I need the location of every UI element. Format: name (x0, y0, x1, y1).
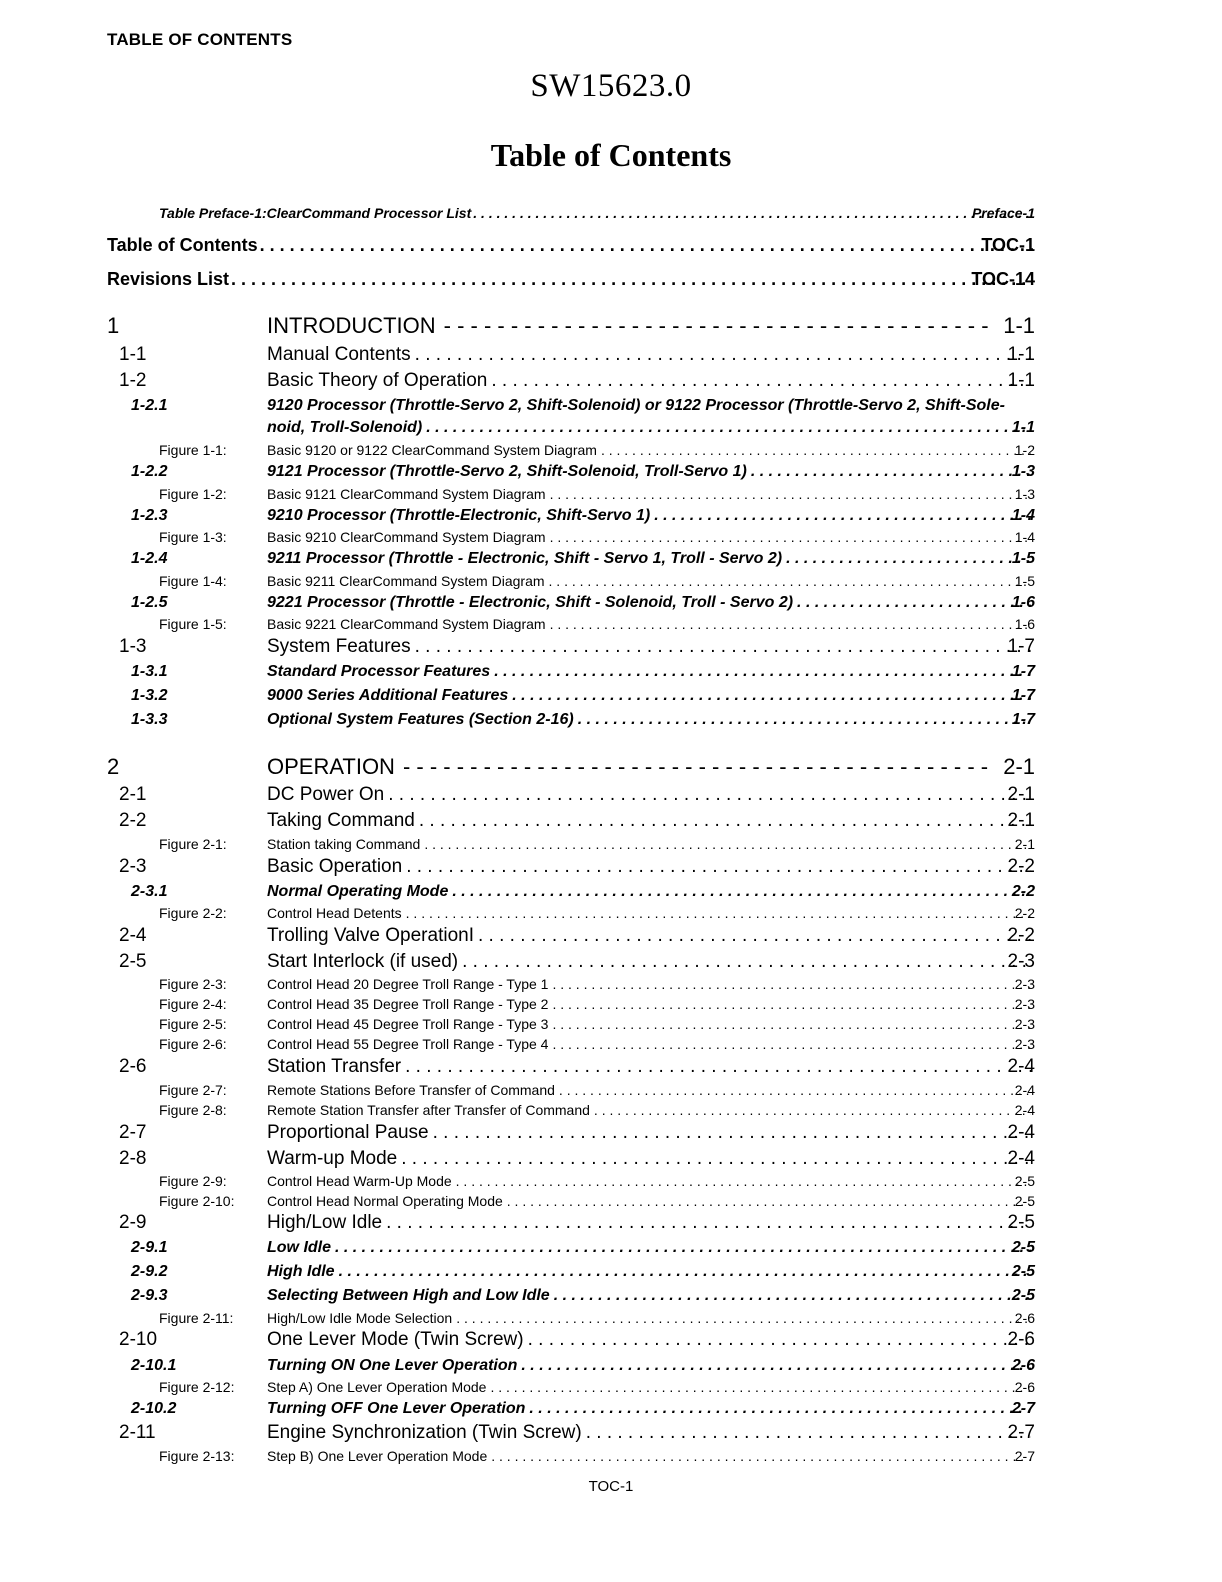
toc-figure[interactable]: Figure 1-1: Basic 9120 or 9122 ClearCommand System Diagram . . . 1-2 (0, 441, 1222, 459)
toc-entry-text: Table Preface-1:ClearCommand Processor List (159, 205, 472, 221)
running-head: TABLE OF CONTENTS (107, 30, 293, 49)
toc-figure[interactable]: Figure 2-9: Control Head Warm-Up Mode . . . 2-5 (0, 1172, 1222, 1190)
toc-section[interactable]: 2-10 One Lever Mode (Twin Screw) . . . 2-6 (0, 1328, 1222, 1352)
toc-chapter-2[interactable] (0, 753, 1222, 781)
toc-figure[interactable]: Figure 2-12: Step A) One Lever Operation Mode . . . 2-6 (0, 1378, 1222, 1396)
toc-figure[interactable]: Figure 1-4: Basic 9211 ClearCommand System Diagram . . . 1-5 (0, 572, 1222, 590)
chapter-title: OPERATION (267, 754, 395, 779)
toc-page: TOC-14 (971, 269, 1035, 289)
toc-figure[interactable]: Figure 2-11: High/Low Idle Mode Selection . . . 2-6 (0, 1309, 1222, 1327)
toc-subsection[interactable]: 2-10.2 Turning OFF One Lever Operation . . . 2-7 (0, 1398, 1222, 1420)
toc-figure[interactable]: Figure 1-3: Basic 9210 ClearCommand System Diagram . . . 1-4 (0, 528, 1222, 546)
toc-link-table-of-contents[interactable] (0, 233, 1222, 257)
toc-figure[interactable]: Figure 2-2: Control Head Detents . . . 2-2 (0, 904, 1222, 922)
toc-section[interactable]: 1-2 Basic Theory of Operation . . . 1-1 (0, 369, 1222, 393)
toc-section[interactable]: 2-8 Warm-up Mode . . . 2-4 (0, 1147, 1222, 1171)
toc-subsection[interactable]: 2-10.1 Turning ON One Lever Operation . . . 2-6 (0, 1355, 1222, 1377)
toc-section[interactable]: 2-5 Start Interlock (if used) . . . 2-3 (0, 950, 1222, 974)
toc-section[interactable]: 2-4 Trolling Valve OperationI . . . 2-2 (0, 924, 1222, 948)
toc-chapter-1[interactable] (0, 312, 1222, 340)
document-number: SW15623.0 (530, 68, 692, 104)
toc-subsection[interactable]: 1-3.2 9000 Series Additional Features . . . 1-7 (0, 685, 1222, 707)
toc-entry-text: Table of Contents (107, 235, 258, 255)
toc-link-revisions-list[interactable] (0, 267, 1222, 291)
toc-section[interactable]: 2-6 Station Transfer . . . 2-4 (0, 1055, 1222, 1079)
toc-subsection[interactable]: 2-9.1 Low Idle . . . 2-5 (0, 1237, 1222, 1259)
toc-figure[interactable]: Figure 2-5: Control Head 45 Degree Troll Range - Type 3 . . . 2-3 (0, 1015, 1222, 1033)
toc-subsection-wrapped[interactable]: 1-2.1 (131, 397, 168, 414)
chapter-number: 2 (107, 754, 120, 779)
toc-subsection[interactable]: 1-2.4 9211 Processor (Throttle - Electronic, Shift - Servo 1, Troll - Servo 2) . . . 1-5 (0, 548, 1222, 570)
toc-section[interactable]: 2-7 Proportional Pause . . . 2-4 (0, 1121, 1222, 1145)
toc-figure[interactable]: Figure 2-6: Control Head 55 Degree Troll Range - Type 4 . . . 2-3 (0, 1035, 1222, 1053)
toc-page: TOC-1 (981, 235, 1035, 255)
toc-subsection[interactable]: 1-2.3 9210 Processor (Throttle-Electronic, Shift-Servo 1) . . . 1-4 (0, 505, 1222, 527)
toc-figure[interactable]: Figure 2-8: Remote Station Transfer after Transfer of Command . . . 2-4 (0, 1101, 1222, 1119)
page-title: Table of Contents (490, 137, 732, 173)
toc-section[interactable]: 1-3 System Features . . . 1-7 (0, 635, 1222, 659)
toc-subsection[interactable]: 2-9.2 High Idle . . . 2-5 (0, 1261, 1222, 1283)
toc-figure[interactable]: Figure 2-7: Remote Stations Before Transfer of Command . . . 2-4 (0, 1081, 1222, 1099)
toc-page: Preface-1 (971, 205, 1035, 221)
toc-subsection-wrapped-text[interactable]: 9120 Processor (Throttle-Servo 2, Shift-Solenoid) or 9122 Processor (Throttle-Servo 2, Shift-Sole- (267, 397, 1005, 414)
toc-figure[interactable]: Figure 2-4: Control Head 35 Degree Troll Range - Type 2 . . . 2-3 (0, 995, 1222, 1013)
toc-figure[interactable]: Figure 1-5: Basic 9221 ClearCommand System Diagram . . . 1-6 (0, 615, 1222, 633)
toc-section[interactable]: 2-9 High/Low Idle . . . 2-5 (0, 1211, 1222, 1235)
toc-subsection[interactable]: 2-3.1 Normal Operating Mode . . . 2-2 (0, 881, 1222, 903)
toc-subsection[interactable]: 1-2.2 9121 Processor (Throttle-Servo 2, Shift-Solenoid, Troll-Servo 1) . . . 1-3 (0, 461, 1222, 483)
toc-section[interactable]: 2-1 DC Power On . . . 2-1 (0, 783, 1222, 807)
toc-link-preface-table[interactable] (0, 204, 1222, 222)
toc-entry-text: Revisions List (107, 269, 230, 289)
toc-section[interactable]: 1-1 Manual Contents . . . 1-1 (0, 343, 1222, 367)
toc-section[interactable]: 2-2 Taking Command . . . 2-1 (0, 809, 1222, 833)
chapter-number: 1 (107, 313, 120, 338)
toc-subsection[interactable]: 1-3.1 Standard Processor Features . . . 1-7 (0, 661, 1222, 683)
toc-page: 1-1 (1003, 313, 1035, 338)
toc-figure[interactable]: Figure 2-3: Control Head 20 Degree Troll Range - Type 1 . . . 2-3 (0, 975, 1222, 993)
toc-figure[interactable]: Figure 2-1: Station taking Command . . . 2-1 (0, 835, 1222, 853)
page-footer: TOC-1 (588, 1478, 634, 1495)
toc-subsection[interactable]: 1-3.3 Optional System Features (Section 2-16) . . . 1-7 (0, 709, 1222, 731)
toc-subsection-wrapped-line2[interactable]: noid, Troll-Solenoid) . . . 1-1 (0, 417, 1222, 439)
toc-page: 2-1 (1003, 754, 1035, 779)
toc-figure[interactable]: Figure 1-2: Basic 9121 ClearCommand System Diagram . . . 1-3 (0, 485, 1222, 503)
toc-subsection[interactable]: 2-9.3 Selecting Between High and Low Idle . . . 2-5 (0, 1285, 1222, 1307)
toc-subsection[interactable]: 1-2.5 9221 Processor (Throttle - Electronic, Shift - Solenoid, Troll - Servo 2) . . . 1-6 (0, 592, 1222, 614)
toc-figure[interactable]: Figure 2-10: Control Head Normal Operating Mode . . . 2-5 (0, 1192, 1222, 1210)
chapter-title: INTRODUCTION (267, 313, 436, 338)
toc-section[interactable]: 2-11 Engine Synchronization (Twin Screw) . . . 2-7 (0, 1421, 1222, 1445)
toc-figure[interactable]: Figure 2-13: Step B) One Lever Operation Mode . . . 2-7 (0, 1447, 1222, 1465)
toc-section[interactable]: 2-3 Basic Operation . . . 2-2 (0, 855, 1222, 879)
